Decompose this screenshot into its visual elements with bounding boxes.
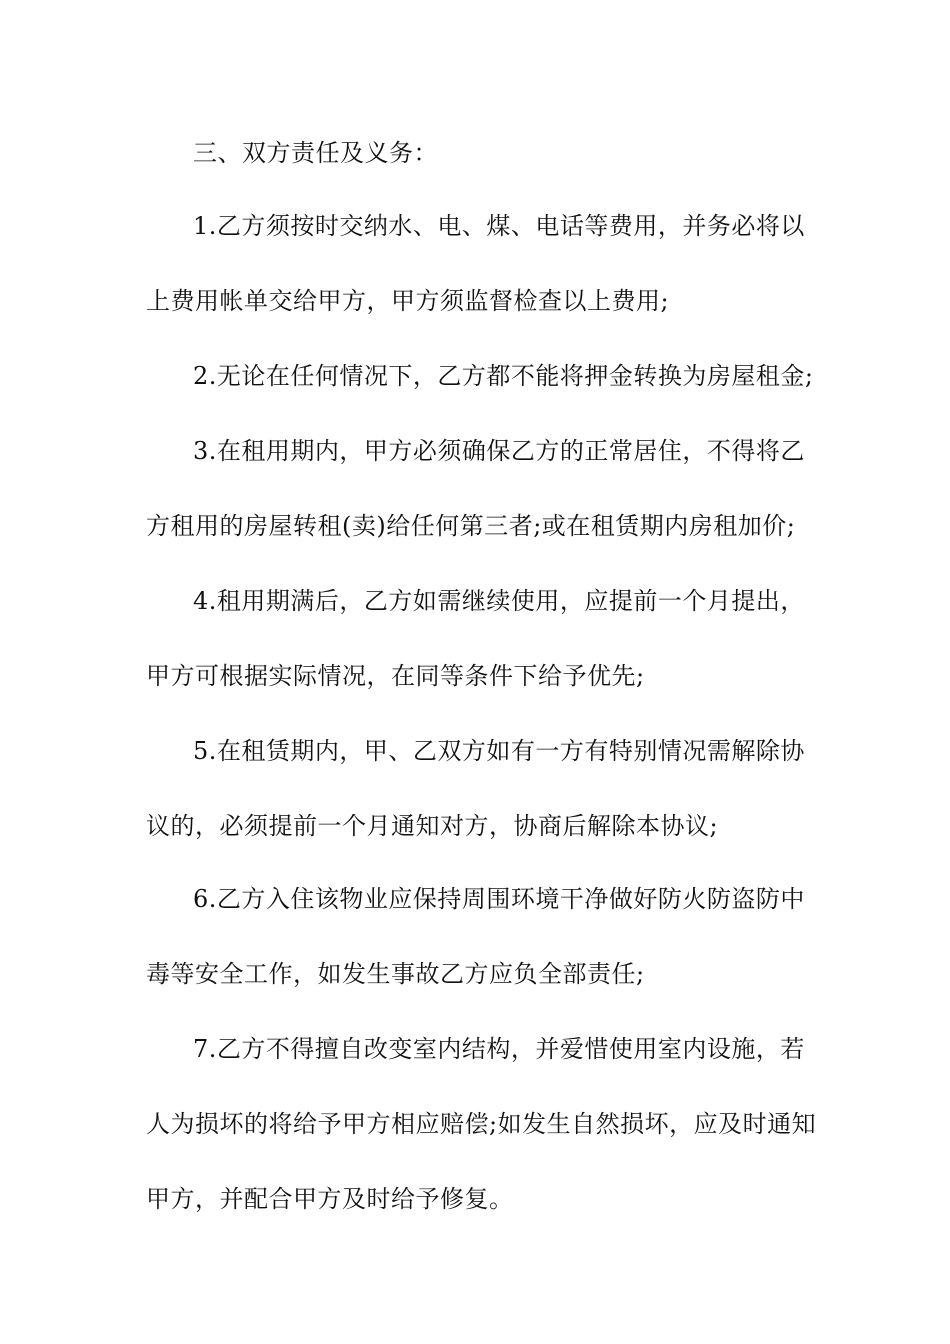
section-heading: 三、双方责任及义务：: [193, 139, 438, 167]
clause-1-line-1: 1.乙方须按时交纳水、电、煤、电话等费用，并务必将以: [193, 212, 805, 240]
clause-4-line-2: 甲方可根据实际情况，在同等条件下给予优先;: [146, 662, 645, 690]
clause-1-line-2: 上费用帐单交给甲方，甲方须监督检查以上费用;: [146, 287, 670, 315]
clause-2-line-1: 2.无论在任何情况下，乙方都不能将押金转换为房屋租金;: [193, 362, 814, 390]
clause-6-line-2: 毒等安全工作，如发生事故乙方应负全部责任;: [146, 960, 645, 988]
clause-5-line-1: 5.在租赁期内，甲、乙双方如有一方有特别情况需解除协: [193, 737, 805, 765]
clause-3-line-1: 3.在租用期内，甲方必须确保乙方的正常居住，不得将乙: [193, 437, 805, 465]
clause-6-line-1: 6.乙方入住该物业应保持周围环境干净做好防火防盗防中: [193, 885, 805, 913]
clause-7-line-2: 人为损坏的将给予甲方相应赔偿;如发生自然损坏，应及时通知: [146, 1110, 817, 1138]
clause-3-line-2: 方租用的房屋转租(卖)给任何第三者;或在租赁期内房租加价;: [146, 512, 796, 540]
clause-7-line-3: 甲方，并配合甲方及时给予修复。: [146, 1185, 514, 1213]
clause-4-line-1: 4.租用期满后，乙方如需继续使用，应提前一个月提出，: [193, 587, 805, 615]
clause-5-line-2: 议的，必须提前一个月通知对方，协商后解除本协议;: [146, 812, 719, 840]
clause-7-line-1: 7.乙方不得擅自改变室内结构，并爱惜使用室内设施，若: [193, 1035, 805, 1063]
